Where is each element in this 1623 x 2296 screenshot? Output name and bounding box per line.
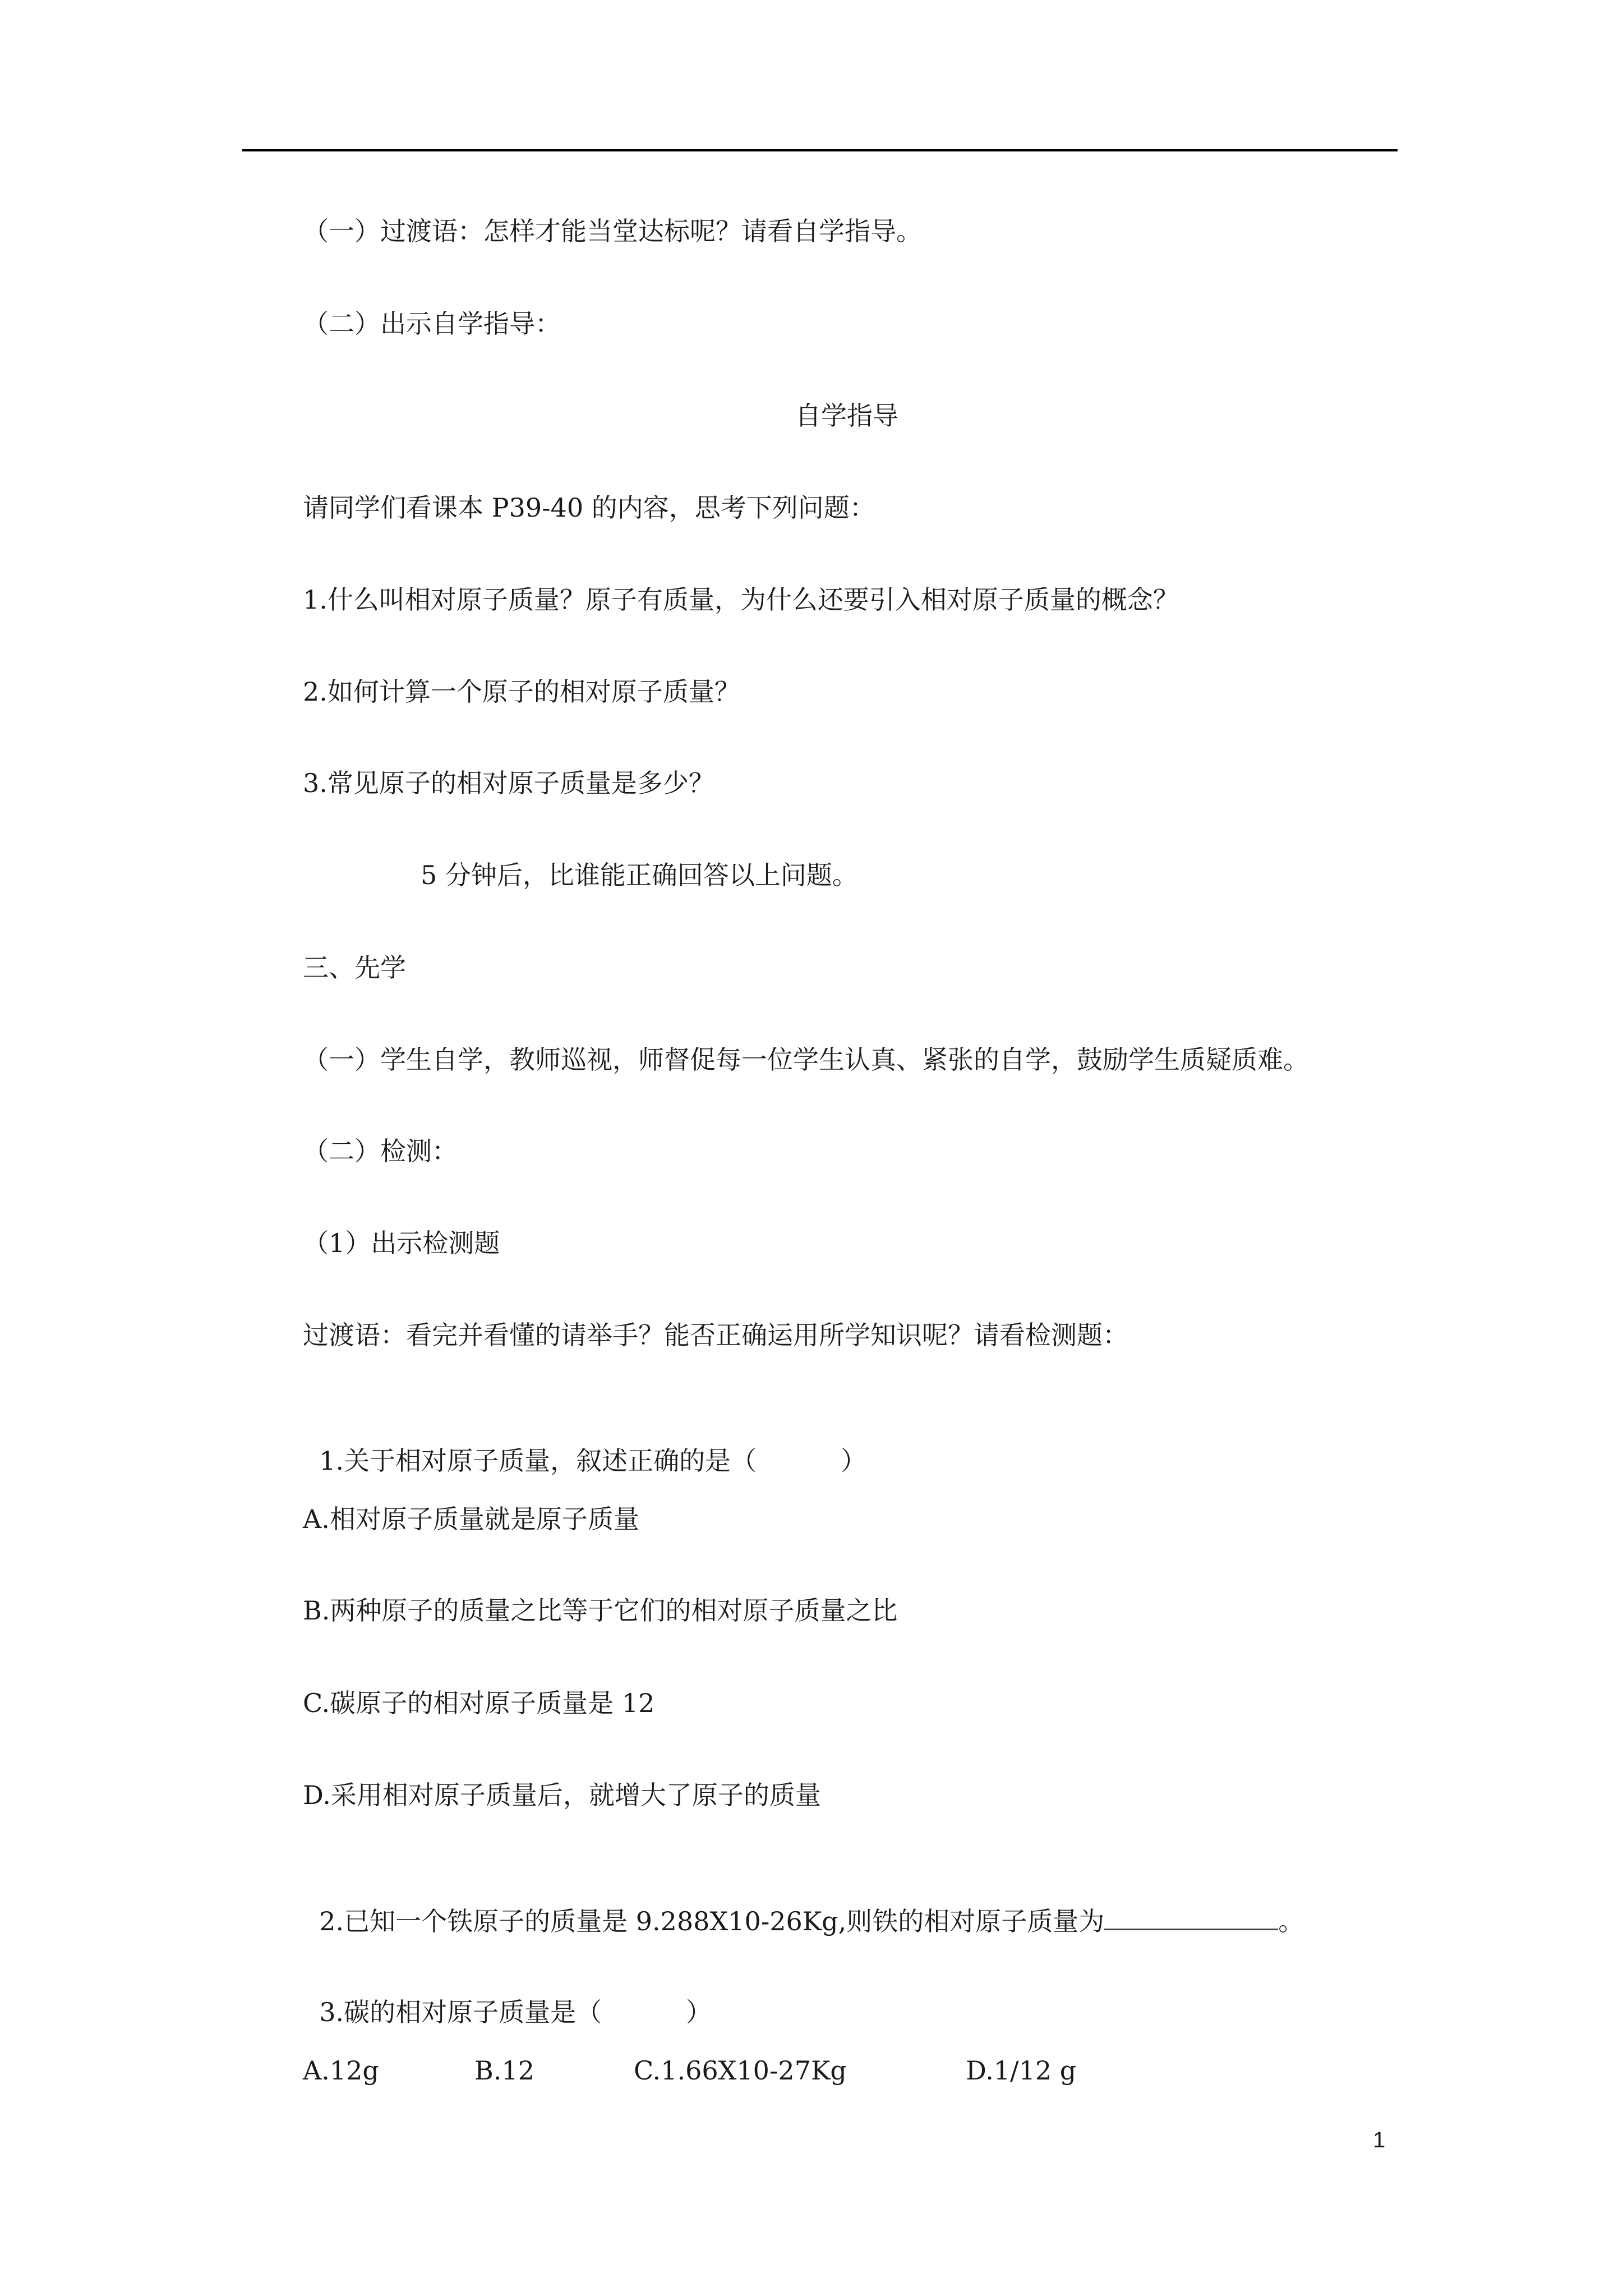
text-line: 请同学们看课本 P39-40 的内容，思考下列问题： (303, 493, 875, 523)
text-line: （二）检测： (303, 1136, 458, 1166)
text-line: （二）出示自学指导： (303, 309, 561, 339)
question-2-text: 2.已知一个铁原子的质量是 9.288X10-26Kg,则铁的相对原子质量为 (319, 1906, 1105, 1936)
question-1 (303, 1410, 866, 1478)
question-2-end: 。 (1278, 1906, 1304, 1936)
option-line: D.采用相对原子质量后，就增大了原子的质量 (303, 1780, 821, 1810)
question-1-text: 1.关于相对原子质量，叙述正确的是（ (319, 1446, 757, 1476)
text-line: （1）出示检测题 (303, 1228, 500, 1258)
section-heading: 自学指导 (795, 401, 898, 431)
question-line: 3.常见原子的相对原子质量是多少？ (303, 768, 714, 798)
section-heading: 三、先学 (303, 953, 406, 983)
question-line: 1.什么叫相对原子质量？原子有质量，为什么还要引入相对原子质量的概念？ (303, 585, 1179, 615)
text-line: 5 分钟后，比谁能正确回答以上问题。 (421, 860, 858, 890)
text-line: 过渡语：看完并看懂的请举手？能否正确运用所学知识呢？请看检测题： (303, 1320, 1128, 1350)
text-line: （一）学生自学，教师巡视，师督促每一位学生认真、紧张的自学，鼓励学生质疑质难。 (303, 1045, 1309, 1075)
question-3 (303, 1962, 712, 2029)
question-3-text: 3.碳的相对原子质量是（ (319, 1997, 602, 2027)
question-2 (303, 1870, 1304, 1938)
answer-blank (1104, 1904, 1278, 1930)
option-line: A.相对原子质量就是原子质量 (303, 1504, 639, 1534)
option-c: C.1.66X10-27Kg (634, 2055, 847, 2086)
option-line: B.两种原子的质量之比等于它们的相对原子质量之比 (303, 1595, 898, 1626)
question-3-close: ） (686, 1997, 712, 2027)
page-number: 1 (1373, 2128, 1386, 2152)
question-1-close: ） (841, 1446, 867, 1476)
header-rule (242, 149, 1398, 151)
text-line: （一）过渡语：怎样才能当堂达标呢？请看自学指导。 (303, 216, 922, 246)
option-b: B.12 (474, 2055, 534, 2086)
option-line: C.碳原子的相对原子质量是 12 (303, 1688, 655, 1718)
question-line: 2.如何计算一个原子的相对原子质量？ (303, 677, 740, 707)
option-d: D.1/12 g (966, 2055, 1077, 2086)
option-a: A.12g (303, 2055, 379, 2086)
